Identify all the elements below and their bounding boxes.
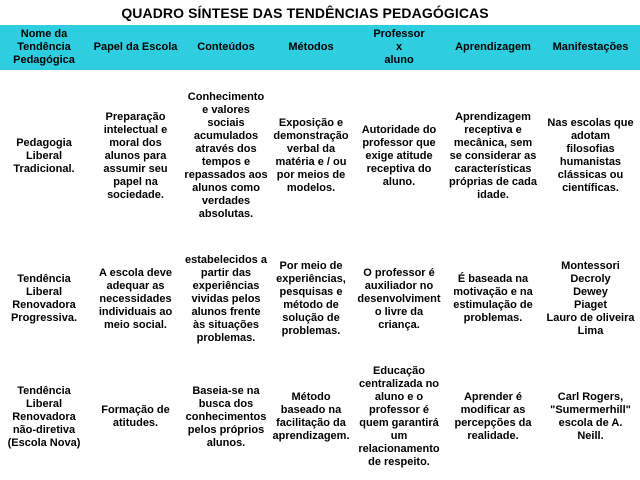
table-row (0, 72, 640, 240)
header-aprendizagem: Aprendizagem (455, 41, 531, 53)
header-professor-aluno: Professor x aluno (373, 28, 425, 66)
cell-papel-escola: Preparação intelectual e moral dos alunos para assumir seu papel na sociedade. (103, 110, 168, 201)
cell-aprendizagem: Aprendizagem receptiva e mecânica, sem se considerar as características próprias de cada idade. (448, 110, 538, 201)
table-row (0, 358, 640, 476)
cell-conteudos: Conhecimento e valores sociais acumulados através dos tempos e repassados aos alunos como verdades absolutas. (184, 91, 268, 220)
header-metodos: Métodos (288, 41, 334, 53)
cell-conteudos: estabelecidos a partir das experiências vividas pelos alunos frente às situações problemas. (185, 253, 267, 344)
header-conteudos: Conteúdos (197, 41, 255, 53)
table-row (0, 240, 640, 358)
table-header (0, 25, 640, 70)
cell-manifestacoes: Montessori Decroly Dewey Piaget Lauro de oliveira Lima (546, 260, 635, 337)
cell-conteudos: Baseia-se na busca dos conhecimentos pelos próprios alunos. (185, 384, 267, 449)
cell-manifestacoes: Nas escolas que adotam filosofias humanistas clássicas ou científicas. (547, 117, 634, 194)
cell-papel-escola: Formação de atitudes. (101, 404, 170, 429)
cell-metodos: Exposição e demonstração verbal da matéria e / ou por meios de modelos. (273, 117, 349, 194)
cell-nome-tendencia: Tendência Liberal Renovadora Progressiva. (10, 273, 78, 324)
header-manifestacoes: Manifestações (552, 41, 629, 53)
header-nome-tendencia: Nome da Tendência Pedagógica (13, 28, 75, 66)
cell-professor-aluno: Autoridade do professor que exige atitude receptiva do aluno. (361, 123, 437, 188)
cell-nome-tendencia: Tendência Liberal Renovadora não-diretiva (Escola Nova) (7, 384, 81, 449)
cell-metodos: Por meio de experiências, pesquisas e método de solução de problemas. (276, 260, 346, 337)
cell-papel-escola: A escola deve adequar as necessidades individuais ao meio social. (98, 266, 173, 331)
header-papel-escola: Papel da Escola (93, 41, 178, 53)
cell-professor-aluno: O professor é auxiliador no desenvolviment o livre da criança. (357, 266, 441, 331)
page-title: QUADRO SÍNTESE DAS TENDÊNCIAS PEDAGÓGICAS (121, 5, 489, 21)
cell-aprendizagem: Aprender é modificar as percepções da realidade. (454, 391, 532, 442)
cell-metodos: Método baseado na facilitação da aprendizagem. (272, 391, 350, 442)
cell-manifestacoes: Carl Rogers, "Sumermerhill" escola de A. Neill. (550, 391, 631, 442)
cell-professor-aluno: Educação centralizada no aluno e o professor é quem garantirá um relacionamento de respeito. (358, 365, 440, 468)
cell-aprendizagem: É baseada na motivação e na estimulação de problemas. (453, 273, 533, 324)
cell-nome-tendencia: Pedagogia Liberal Tradicional. (13, 136, 75, 175)
